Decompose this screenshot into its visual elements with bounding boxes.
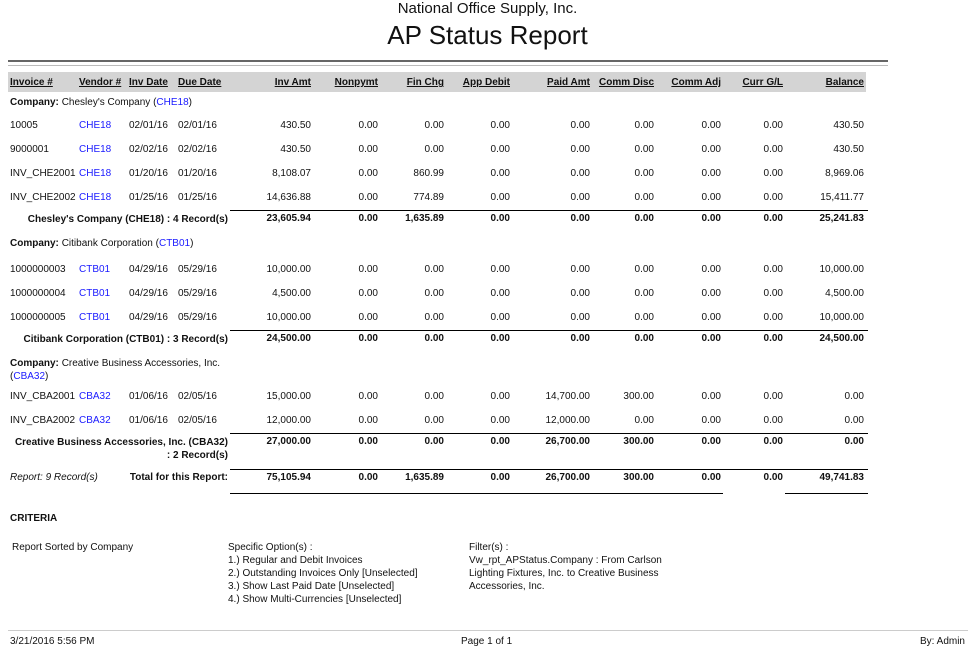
subtotal-value: 0.00 — [570, 333, 590, 344]
cell: 0.00 — [763, 144, 783, 155]
filters-heading: Filter(s) : — [469, 542, 509, 553]
cell: 0.00 — [490, 144, 510, 155]
cell: 0.00 — [701, 415, 721, 426]
subtotal-value: 0.00 — [763, 213, 783, 224]
cell: 0.00 — [490, 391, 510, 402]
subtotal-value: 0.00 — [570, 213, 590, 224]
divider — [230, 493, 723, 494]
cell: 0.00 — [570, 264, 590, 275]
cell: 300.00 — [623, 391, 654, 402]
total-value: 49,741.83 — [819, 472, 864, 483]
cell: 1000000005 — [10, 312, 66, 323]
total-value: 26,700.00 — [545, 472, 590, 483]
cell: 0.00 — [634, 264, 654, 275]
cell: 10,000.00 — [266, 312, 311, 323]
cell: 0.00 — [490, 415, 510, 426]
company-heading: Company: Creative Business Accessories, Inc. (CBA32) — [10, 358, 221, 382]
cell: 0.00 — [358, 168, 378, 179]
company-label: Company: — [10, 358, 59, 369]
cell: 4,500.00 — [272, 288, 311, 299]
total-value: 0.00 — [701, 472, 721, 483]
cell: 10,000.00 — [819, 312, 864, 323]
cell: 0.00 — [424, 415, 444, 426]
cell: INV_CHE2001 — [10, 168, 76, 179]
company-code-link[interactable]: CBA32 — [13, 371, 46, 382]
cell: 0.00 — [570, 144, 590, 155]
cell: 0.00 — [358, 144, 378, 155]
divider — [785, 493, 868, 494]
cell: 430.50 — [280, 144, 311, 155]
subtotal-row — [8, 209, 868, 233]
cell: 0.00 — [763, 288, 783, 299]
cell: 0.00 — [634, 192, 654, 203]
company-heading: Company: Citibank Corporation (CTB01) — [10, 238, 194, 249]
cell: 14,700.00 — [545, 391, 590, 402]
company-row — [8, 233, 868, 257]
subtotal-row — [8, 329, 868, 353]
cell: 10005 — [10, 120, 38, 131]
cell: 0.00 — [424, 144, 444, 155]
cell: 02/01/16 — [129, 120, 168, 131]
subtotal-value: 0.00 — [424, 436, 444, 447]
divider — [230, 433, 868, 434]
total-label: Total for this Report: — [129, 472, 228, 483]
cell: 01/25/16 — [129, 192, 168, 203]
column-header[interactable]: Curr G/L — [742, 77, 783, 88]
cell: 10,000.00 — [819, 264, 864, 275]
cell: 0.00 — [634, 168, 654, 179]
cell: 0.00 — [634, 120, 654, 131]
subtotal-value: 26,700.00 — [545, 436, 590, 447]
cell: 14,636.88 — [266, 192, 311, 203]
cell: 0.00 — [358, 120, 378, 131]
total-value: 0.00 — [358, 472, 378, 483]
cell: 0.00 — [763, 120, 783, 131]
column-header[interactable]: Fin Chg — [406, 77, 444, 88]
cell: 0.00 — [701, 192, 721, 203]
company-code-link[interactable]: CTB01 — [158, 238, 191, 249]
cell: 0.00 — [424, 264, 444, 275]
vendor-link[interactable]: CHE18 — [79, 168, 112, 179]
cell: 01/06/16 — [129, 391, 168, 402]
cell: 04/29/16 — [129, 288, 168, 299]
print-date: 3/21/2016 5:56 PM — [10, 636, 95, 647]
table-row — [8, 113, 868, 137]
cell: 01/25/16 — [178, 192, 217, 203]
cell: 04/29/16 — [129, 264, 168, 275]
company-row — [8, 92, 868, 113]
divider — [8, 65, 888, 66]
cell: 9000001 — [10, 144, 49, 155]
table-row — [8, 305, 868, 329]
subtotal-value: 0.00 — [763, 333, 783, 344]
cell: 0.00 — [763, 312, 783, 323]
vendor-link[interactable]: CHE18 — [79, 144, 112, 155]
divider — [8, 60, 888, 62]
cell: 12,000.00 — [266, 415, 311, 426]
subtotal-value: 24,500.00 — [819, 333, 864, 344]
cell: INV_CBA2002 — [10, 415, 76, 426]
cell: 0.00 — [570, 120, 590, 131]
column-header-band — [8, 72, 866, 92]
cell: 0.00 — [763, 415, 783, 426]
cell: 05/29/16 — [178, 288, 217, 299]
cell: 0.00 — [490, 264, 510, 275]
cell: 0.00 — [634, 312, 654, 323]
vendor-link[interactable]: CBA32 — [79, 415, 111, 426]
cell: 0.00 — [634, 144, 654, 155]
subtotal-label: Chesley's Company (CHE18) : 4 Record(s) — [27, 214, 228, 225]
table-row — [8, 281, 868, 305]
cell: INV_CBA2001 — [10, 391, 76, 402]
cell: 0.00 — [570, 312, 590, 323]
column-header[interactable]: Comm Disc — [598, 77, 654, 88]
cell: 15,000.00 — [266, 391, 311, 402]
option: 3.) Show Last Paid Date [Unselected] — [228, 581, 395, 592]
total-value: 0.00 — [763, 472, 783, 483]
total-value: 0.00 — [490, 472, 510, 483]
vendor-link[interactable]: CTB01 — [79, 288, 111, 299]
subtotal-value: 0.00 — [490, 436, 510, 447]
cell: 0.00 — [634, 288, 654, 299]
subtotal-value: 0.00 — [634, 333, 654, 344]
cell: 0.00 — [701, 144, 721, 155]
column-header[interactable]: Balance — [825, 77, 864, 88]
option: 1.) Regular and Debit Invoices — [228, 555, 363, 566]
subtotal-value: 0.00 — [490, 213, 510, 224]
cell: 0.00 — [763, 264, 783, 275]
vendor-link[interactable]: CTB01 — [79, 264, 111, 275]
cell: 02/05/16 — [178, 415, 217, 426]
subtotal-value: 23,605.94 — [266, 213, 311, 224]
cell: 0.00 — [634, 415, 654, 426]
company-label: Company: — [10, 238, 59, 249]
option: 4.) Show Multi-Currencies [Unselected] — [228, 594, 402, 605]
cell: 860.99 — [413, 168, 444, 179]
cell: 0.00 — [358, 391, 378, 402]
cell: 1000000003 — [10, 264, 66, 275]
cell: 0.00 — [844, 391, 864, 402]
cell: 04/29/16 — [129, 312, 168, 323]
table-row — [8, 185, 868, 209]
total-value: 1,635.89 — [405, 472, 444, 483]
subtotal-value: 0.00 — [358, 213, 378, 224]
total-value: 75,105.94 — [266, 472, 311, 483]
cell: 05/29/16 — [178, 312, 217, 323]
cell: 01/20/16 — [178, 168, 217, 179]
subtotal-value: 0.00 — [701, 333, 721, 344]
subtotal-value: 0.00 — [701, 436, 721, 447]
company-name: Citibank Corporation — [61, 238, 153, 249]
company-code-link[interactable]: CHE18 — [156, 97, 189, 108]
cell: 0.00 — [358, 288, 378, 299]
footer-divider — [8, 630, 968, 631]
company-name: Creative Business Accessories, Inc. — [61, 358, 221, 369]
table-row — [8, 161, 868, 185]
subtotal-value: 24,500.00 — [266, 333, 311, 344]
subtotal-value: 0.00 — [358, 333, 378, 344]
subtotal-label: Creative Business Accessories, Inc. (CBA32) : 2 Record(s) — [14, 437, 228, 461]
table-row — [8, 257, 868, 281]
cell: 0.00 — [358, 312, 378, 323]
cell: 0.00 — [701, 120, 721, 131]
cell: 0.00 — [844, 415, 864, 426]
cell: 430.50 — [833, 144, 864, 155]
subtotal-value: 25,241.83 — [819, 213, 864, 224]
column-header[interactable]: Due Date — [178, 77, 222, 88]
cell: 8,969.06 — [825, 168, 864, 179]
subtotal-value: 0.00 — [490, 333, 510, 344]
subtotal-value: 0.00 — [844, 436, 864, 447]
cell: 15,411.77 — [820, 192, 864, 203]
cell: 0.00 — [490, 312, 510, 323]
cell: 02/01/16 — [178, 120, 217, 131]
specific-options — [228, 541, 418, 606]
cell: 0.00 — [701, 168, 721, 179]
cell: 01/20/16 — [129, 168, 168, 179]
vendor-link[interactable]: CHE18 — [79, 192, 112, 203]
table-row — [8, 384, 868, 408]
cell: 0.00 — [701, 264, 721, 275]
cell: 05/29/16 — [178, 264, 217, 275]
report-body — [8, 92, 868, 492]
column-header[interactable]: Nonpymt — [334, 77, 378, 88]
cell: 0.00 — [701, 391, 721, 402]
cell: 0.00 — [570, 288, 590, 299]
cell: 0.00 — [570, 192, 590, 203]
cell: INV_CHE2002 — [10, 192, 76, 203]
cell: 0.00 — [570, 168, 590, 179]
cell: 02/05/16 — [178, 391, 217, 402]
criteria-heading: CRITERIA — [10, 513, 58, 524]
divider — [230, 469, 868, 470]
cell: 0.00 — [358, 192, 378, 203]
company-label: Company: — [10, 97, 59, 108]
filter-text: Vw_rpt_APStatus.Company : From Carlson Lighting Fixtures, Inc. to Creative Business Accessories, Inc. — [469, 555, 662, 592]
cell: 0.00 — [701, 288, 721, 299]
sorted-by: Report Sorted by Company — [12, 542, 134, 553]
cell: 430.50 — [280, 120, 311, 131]
cell: 02/02/16 — [178, 144, 217, 155]
cell: 0.00 — [490, 288, 510, 299]
options-heading: Specific Option(s) : — [228, 542, 313, 553]
table-row — [8, 137, 868, 161]
total-row — [8, 468, 868, 492]
column-header[interactable]: Comm Adj — [671, 77, 721, 88]
company-name: Chesley's Company — [61, 97, 151, 108]
subtotal-value: 1,635.89 — [405, 213, 444, 224]
cell: 0.00 — [490, 168, 510, 179]
cell: 0.00 — [358, 264, 378, 275]
column-header[interactable]: App Debit — [462, 77, 510, 88]
vendor-link[interactable]: CHE18 — [79, 120, 112, 131]
cell: 0.00 — [424, 120, 444, 131]
page-number: Page 1 of 1 — [461, 636, 513, 647]
cell: 430.50 — [833, 120, 864, 131]
cell: 0.00 — [358, 415, 378, 426]
subtotal-value: 0.00 — [763, 436, 783, 447]
cell: 0.00 — [763, 192, 783, 203]
divider — [230, 330, 868, 331]
cell: 0.00 — [424, 312, 444, 323]
report-title: AP Status Report — [387, 20, 588, 50]
cell: 8,108.07 — [272, 168, 311, 179]
vendor-link[interactable]: CBA32 — [79, 391, 111, 402]
cell: 10,000.00 — [266, 264, 311, 275]
cell: 12,000.00 — [545, 415, 590, 426]
subtotal-value: 0.00 — [701, 213, 721, 224]
cell: 01/06/16 — [129, 415, 168, 426]
cell: 4,500.00 — [825, 288, 864, 299]
cell: 0.00 — [490, 192, 510, 203]
cell: 0.00 — [424, 288, 444, 299]
cell: 0.00 — [763, 391, 783, 402]
subtotal-value: 27,000.00 — [266, 436, 311, 447]
printed-by: By: Admin — [919, 636, 965, 647]
cell: 0.00 — [490, 120, 510, 131]
company-row — [8, 353, 868, 384]
subtotal-label: Citibank Corporation (CTB01) : 3 Record(s) — [23, 334, 228, 345]
subtotal-value: 0.00 — [358, 436, 378, 447]
column-header[interactable]: Vendor # — [79, 77, 122, 88]
column-header[interactable]: Inv Date — [129, 77, 168, 88]
vendor-link[interactable]: CTB01 — [79, 312, 111, 323]
company-heading: Company: Chesley's Company (CHE18) — [10, 97, 193, 108]
table-row — [8, 408, 868, 432]
column-header[interactable]: Paid Amt — [547, 77, 590, 88]
option: 2.) Outstanding Invoices Only [Unselected] — [228, 568, 418, 579]
subtotal-value: 0.00 — [424, 333, 444, 344]
record-count: Report: 9 Record(s) — [10, 472, 98, 483]
subtotal-row — [8, 432, 868, 468]
total-value: 300.00 — [623, 472, 654, 483]
divider — [230, 210, 868, 211]
column-header[interactable]: Inv Amt — [274, 77, 311, 88]
cell: 1000000004 — [10, 288, 66, 299]
cell: 0.00 — [763, 168, 783, 179]
cell: 0.00 — [424, 391, 444, 402]
subtotal-value: 300.00 — [623, 436, 654, 447]
cell: 0.00 — [701, 312, 721, 323]
cell: 02/02/16 — [129, 144, 168, 155]
filters — [469, 541, 684, 593]
subtotal-value: 0.00 — [634, 213, 654, 224]
cell: 774.89 — [413, 192, 444, 203]
company-name: National Office Supply, Inc. — [397, 0, 578, 17]
column-header[interactable]: Invoice # — [10, 77, 53, 88]
